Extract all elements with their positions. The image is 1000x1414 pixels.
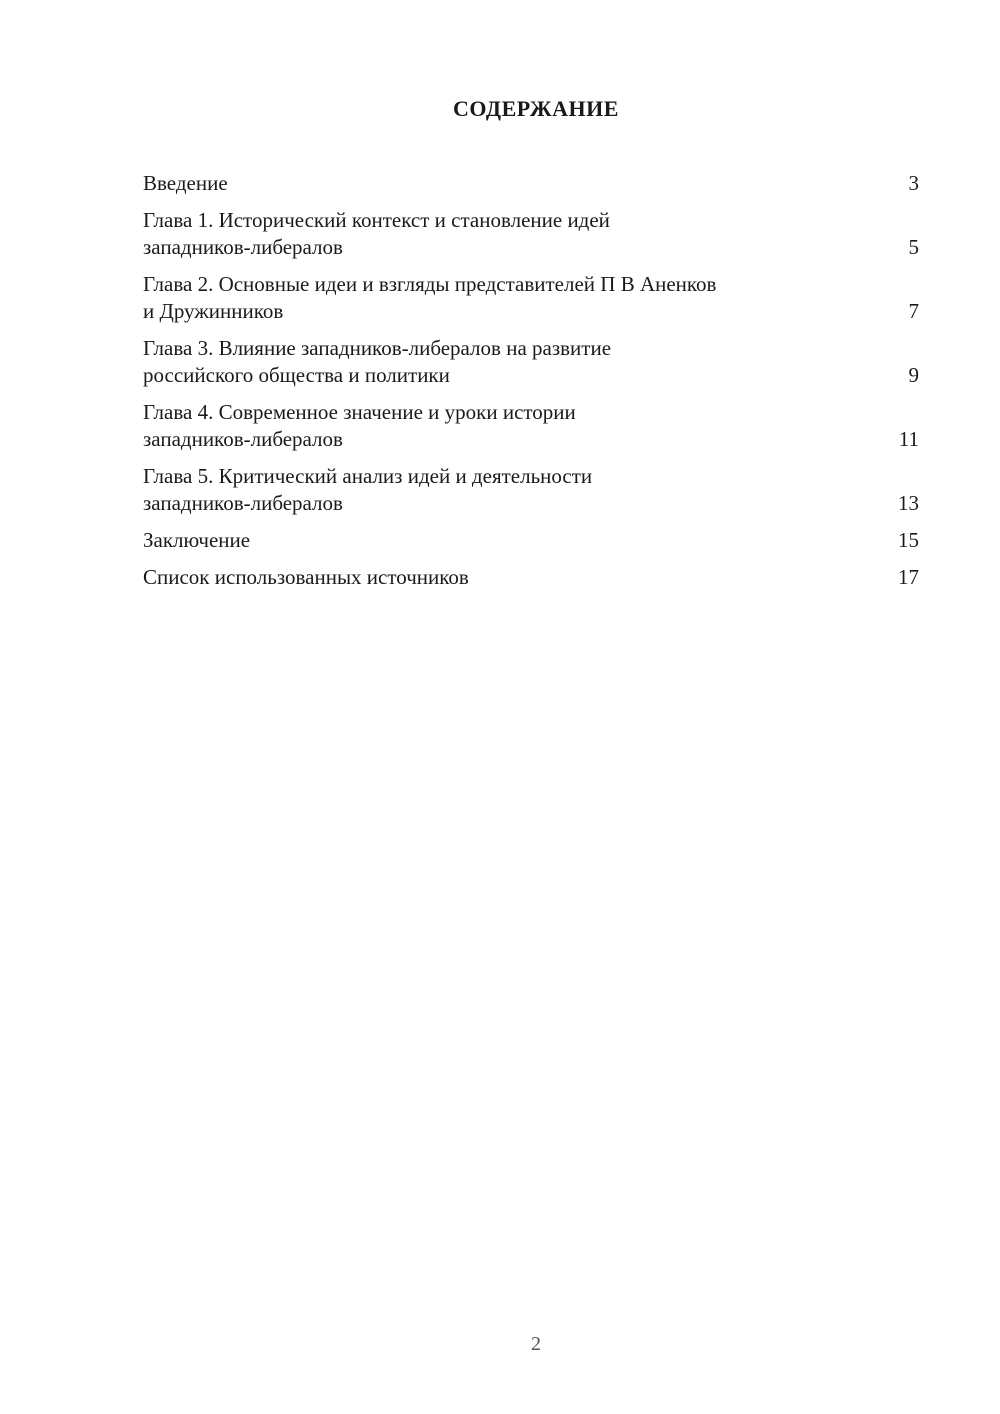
- toc-entry-line: Глава 1. Исторический контекст и становление идей: [143, 208, 610, 232]
- toc-entry[interactable]: [143, 207, 919, 261]
- toc-entry-page: 5: [908, 235, 919, 259]
- toc-entry-text: [143, 207, 859, 261]
- toc-entry-text: [143, 399, 859, 453]
- toc-entry-text: [143, 463, 859, 517]
- toc-entry-page: 17: [898, 565, 919, 589]
- toc-entry-line: западников-либералов: [143, 427, 343, 451]
- toc-entry-page: 3: [908, 171, 919, 195]
- toc-entry[interactable]: [143, 271, 919, 325]
- toc-entry-text: [143, 527, 859, 554]
- toc-entry-line: Глава 2. Основные идеи и взгляды представителей П В Аненков: [143, 272, 717, 296]
- toc-entry-page: 13: [898, 491, 919, 515]
- toc-entry[interactable]: [143, 527, 919, 554]
- toc-entry-line: Глава 4. Современное значение и уроки истории: [143, 400, 576, 424]
- toc-entry[interactable]: [143, 399, 919, 453]
- toc-entry-text: [143, 335, 859, 389]
- toc-entry-line: западников-либералов: [143, 491, 343, 515]
- toc-entry-line: Глава 3. Влияние западников-либералов на развитие: [143, 336, 612, 360]
- toc-entry-text: [143, 170, 859, 197]
- toc-entry-line: российского общества и политики: [143, 363, 450, 387]
- toc-entry-page: 7: [908, 299, 919, 323]
- toc-entry-line: Глава 5. Критический анализ идей и деятельности: [143, 464, 593, 488]
- toc-entry-line: Заключение: [143, 528, 251, 552]
- toc-entry-page: 9: [908, 363, 919, 387]
- toc-entry-text: [143, 271, 859, 325]
- toc-title: СОДЕРЖАНИЕ: [453, 96, 619, 121]
- toc-entry[interactable]: [143, 335, 919, 389]
- toc-entry-text: [143, 564, 859, 591]
- toc-entry[interactable]: [143, 463, 919, 517]
- toc-entry-line: Введение: [143, 171, 228, 195]
- toc-entry-page: 15: [898, 528, 919, 552]
- toc-entry-line: и Дружинников: [143, 299, 284, 323]
- table-of-contents: [143, 170, 919, 601]
- toc-entry-line: Список использованных источников: [143, 565, 469, 589]
- toc-entry[interactable]: [143, 170, 919, 197]
- toc-entry-line: западников-либералов: [143, 235, 343, 259]
- toc-entry[interactable]: [143, 564, 919, 591]
- page-number: 2: [531, 1333, 541, 1355]
- toc-entry-page: 11: [898, 427, 919, 451]
